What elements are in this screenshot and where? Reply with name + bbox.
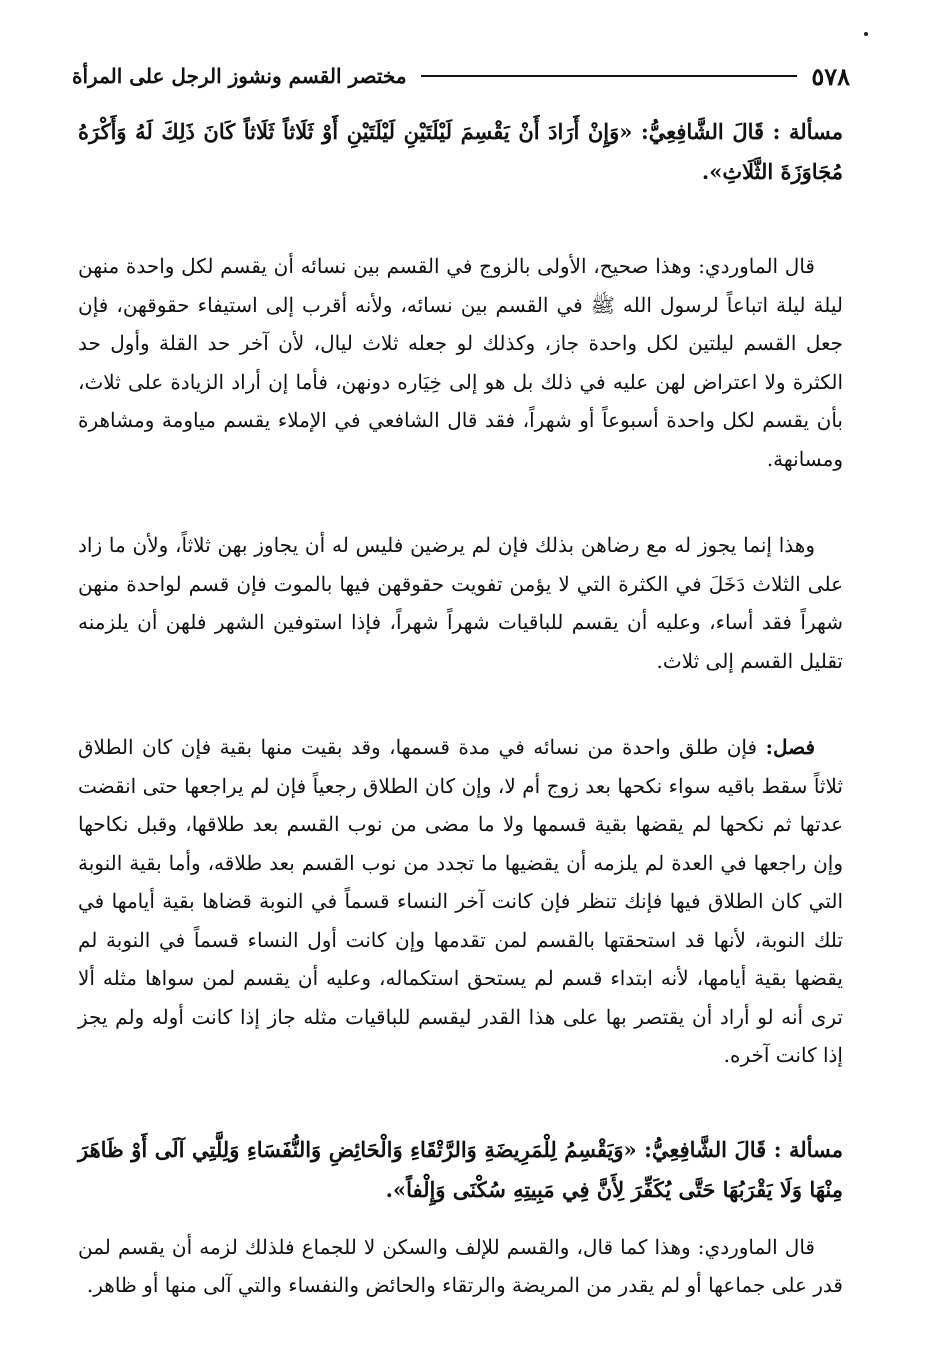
page-header [72, 58, 850, 94]
fasl-label: فصل: [765, 735, 816, 759]
paragraph-1: قال الماوردي: وهذا صحيح، الأولى بالزوج في القسم بين نسائه أن يقسم لكل واحدة منهن ليلة ليلة اتباعاً لرسول الله ﷺ في القسم بين نسائه، ولأنه أقرب إلى استيفاء حقوقهن، فإن جعل القسم ليلتين لكل واحدة جاز، وكذلك لو جعله ثلاث ليال، لأن آخر حد القلة وأول حد الكثرة ولا اعتراض لهن عليه في ذلك بل هو إلى خِيَاره دونهن، فأما إن أراد الزيادة على ثلاث، بأن يقسم لكل واحدة أسبوعاً أو شهراً، فقد قال الشافعي في الإملاء يقسم مياومة ومشاهرة ومسانهة. [78, 254, 843, 471]
masala-1-text: قَالَ الشَّافِعِيُّ: «وَإِنْ أَرَادَ أَنْ يَقْسِمَ لَيْلَتَيْنِ لَيْلَتَيْنِ أَوْ ثَلَاثاً ثَلَاثاً كَانَ ذَلِكَ لَهُ وَأَكْرَهُ مُجَاوَزَةَ الثَّلَاثِ». [78, 119, 843, 184]
paragraph-2: وهذا إنما يجوز له مع رضاهن بذلك فإن لم يرضين فليس له أن يجاوز بهن ثلاثاً، ولأن ما زاد على الثلاث دَخَلَ في الكثرة التي لا يؤمن تفويت حقوقهن فيها بالموت فإن قسم لواحدة منهن شهراً فقد أساء، وعليه أن يقسم للباقيات شهراً شهراً، فإذا استوفين الشهر فلهن أن يلزمنه تقليل القسم إلى ثلاث. [78, 533, 843, 673]
masala-2-label: مسألة : [773, 1136, 843, 1162]
spacer [78, 1210, 843, 1228]
spacer [78, 478, 843, 526]
masala-2 [78, 1130, 843, 1210]
fasl-section [78, 728, 843, 1075]
spacer [78, 680, 843, 728]
header-rule [421, 75, 798, 77]
page-number: ٥٧٨ [811, 61, 850, 91]
spacer [78, 1075, 843, 1130]
masala-1 [78, 112, 843, 192]
running-title: مختصر القسم ونشوز الرجل على المرأة [72, 64, 407, 88]
spacer [78, 192, 843, 247]
page-body [78, 112, 843, 1305]
paragraph-3: قال الماوردي: وهذا كما قال، والقسم للإلف والسكن لا للجماع فلذلك لزمه أن يقسم لمن قدر على جماعها أو لم يقدر من المريضة والرتقاء والحائض والنفساء والتي آلى منها أو ظاهر. [78, 1234, 843, 1297]
fasl-text: فإن طلق واحدة من نسائه في مدة قسمها، وقد بقيت منها بقية فإن كان الطلاق ثلاثاً سقط باقيه سواء نكحها بعد زوج أم لا، وإن كان الطلاق رجعياً فإن لم يراجعها حتى انقضت عدتها ثم نكحها لم يقضها بقية قسمها ولا ما مضى من نوب القسم بعد طلاقها، وقبل نكاحها وإن راجعها في العدة لم يلزمه أن يقضيها ما تجدد من نوب القسم بعد طلاقه، وأما بقية النوبة التي كان الطلاق فيها فإنك تنظر فإن كانت آخر النساء قسماً في النوبة قضاها بقية أيامها في تلك النوبة، لأنها قد استحقتها بالقسم لمن تقدمها وإن كانت أول النساء قسماً في النوبة لم يقضها بقية أيامها، لأنه ابتداء قسم لم يستحق استكماله، وعليه أن يقسم لمن سواها مثله ألا ترى أنه لو أراد أن يقتصر بها على هذا القدر ليقسم للباقيات مثله جاز إذا كانت أوله ولم يجز إذا كانت آخره. [78, 735, 843, 1067]
masala-1-label: مسألة : [772, 119, 843, 144]
masala-2-text: قَالَ الشَّافِعِيُّ: «وَيَقْسِمُ لِلْمَرِيضَةِ وَالرَّتْقَاءِ وَالْحَائِضِ وَالنُّفَسَاءِ وَلِلَّتِي آلَى أَوْ ظَاهَرَ مِنْهَا وَلَا يَقْرَبُهَا حَتَّى يُكَفِّرَ لِأَنَّ فِي مَبِيتِهِ سُكْنَى وَإِلْفاً». [78, 1136, 843, 1202]
scan-speck [864, 32, 868, 36]
